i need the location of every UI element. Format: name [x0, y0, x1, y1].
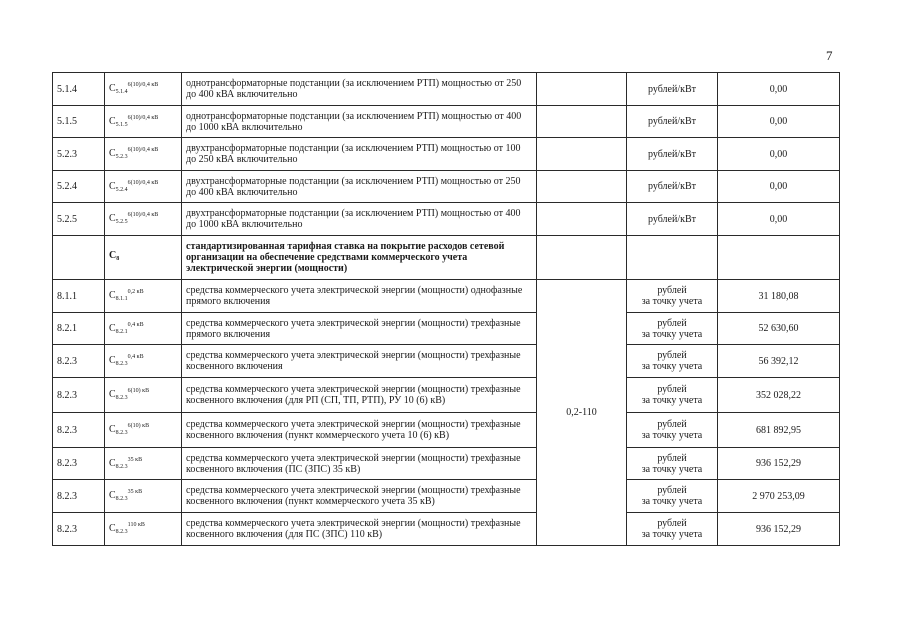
unit-cell: [627, 345, 718, 378]
code-subscript: 5.1.5: [115, 121, 128, 128]
code-subscript: 8.2.3: [115, 430, 128, 436]
row-description: средства коммерческого учета электрической энергии (мощности) трехфазные косвенного включения (пункт коммерческого учета 35 кВ): [182, 480, 537, 513]
row-description: однотрансформаторные подстанции (за исключением РТП) мощностью от 400 до 1000 кВА включительно: [182, 106, 537, 138]
unit-cell: [627, 236, 718, 280]
unit-line: за точку учета: [641, 529, 703, 540]
tariff-code: [105, 513, 182, 546]
row-description: двухтрансформаторные подстанции (за исключением РТП) мощностью от 100 до 250 кВА включительно: [182, 138, 537, 171]
code-superscript: 6(10) кВ: [127, 423, 150, 429]
rate-value: 0,00: [718, 171, 840, 203]
tariff-code: [105, 378, 182, 413]
voltage-cell: [537, 236, 627, 280]
tariff-code: [105, 171, 182, 203]
unit-line: рублей: [657, 452, 687, 464]
section-description: стандартизированная тарифная ставка на покрытие расходов сетевой организации на обеспечение средствами коммерческого учета электрической энергии (мощности): [182, 236, 537, 280]
unit-cell: рублей/кВт: [627, 203, 718, 236]
code-superscript: 35 кВ: [127, 489, 143, 495]
table-row: [53, 106, 840, 138]
unit-cell: рублей/кВт: [627, 106, 718, 138]
code-subscript: 8.2.3: [115, 463, 128, 470]
code-superscript: 0,4 кВ: [127, 354, 144, 360]
table-row: [53, 73, 840, 106]
table-row: [53, 280, 840, 313]
code-subscript: 8.1.1: [115, 296, 128, 302]
unit-line: рублей: [657, 419, 687, 430]
rate-value: 681 892,95: [718, 413, 840, 448]
code-main: C: [109, 322, 116, 334]
rate-value: 0,00: [718, 106, 840, 138]
table-row: [53, 413, 840, 448]
rate-value: 0,00: [718, 138, 840, 171]
rate-value: 936 152,29: [718, 448, 840, 480]
row-description: двухтрансформаторные подстанции (за исключением РТП) мощностью от 250 до 400 кВА включительно: [182, 171, 537, 203]
row-description: средства коммерческого учета электрической энергии (мощности) трехфазные прямого включения: [182, 313, 537, 345]
code-main: C: [109, 457, 116, 469]
code-main: C: [109, 180, 116, 192]
code-superscript: 0,2 кВ: [127, 289, 144, 295]
rate-value: 31 180,08: [718, 280, 840, 313]
row-description: средства коммерческого учета электрической энергии (мощности) трехфазные косвенного включения: [182, 345, 537, 378]
voltage-range: 0,2-110: [537, 280, 627, 546]
code-main: C: [109, 523, 116, 534]
code-superscript: 6(10)/0,4 кВ: [127, 82, 159, 88]
table-row: [53, 203, 840, 236]
row-description: средства коммерческого учета электрической энергии (мощности) трехфазные косвенного включения (для ПС (ЗПС) 110 кВ): [182, 513, 537, 546]
tariff-table: [52, 72, 840, 546]
unit-line: за точку учета: [641, 395, 703, 406]
row-number: 8.1.1: [53, 280, 105, 313]
unit-line: за точку учета: [641, 361, 703, 372]
row-number: 8.2.3: [53, 378, 105, 413]
row-number: 8.2.1: [53, 313, 105, 345]
row-number: 5.2.3: [53, 138, 105, 171]
tariff-code: [105, 138, 182, 171]
code-main: C: [109, 213, 116, 224]
tariff-code: [105, 413, 182, 448]
row-number: 5.2.4: [53, 171, 105, 203]
table-row: [53, 513, 840, 546]
tariff-code: [105, 73, 182, 106]
row-number: 8.2.3: [53, 345, 105, 378]
unit-line: за точку учета: [641, 496, 703, 507]
rate-value: [718, 236, 840, 280]
rate-value: 2 970 253,09: [718, 480, 840, 513]
page-number: 7: [826, 48, 833, 63]
rate-value: 52 630,60: [718, 313, 840, 345]
tariff-code: [105, 106, 182, 138]
unit-cell: [627, 378, 718, 413]
code-superscript: 6(10) кВ: [127, 388, 150, 394]
code-main: C: [109, 389, 116, 400]
unit-cell: [627, 280, 718, 313]
row-number: 8.2.3: [53, 413, 105, 448]
unit-cell: [627, 413, 718, 448]
row-description: средства коммерческого учета электрической энергии (мощности) трехфазные косвенного включения (пункт коммерческого учета 10 (6) кВ): [182, 413, 537, 448]
voltage-cell: [537, 203, 627, 236]
code-main: C: [109, 148, 116, 159]
unit-line: рублей: [657, 285, 687, 296]
row-description: средства коммерческого учета электрической энергии (мощности) трехфазные косвенного включения (ПС (ЗПС) 35 кВ): [182, 448, 537, 480]
unit-line: рублей: [657, 317, 687, 329]
row-description: двухтрансформаторные подстанции (за исключением РТП) мощностью от 400 до 1000 кВА включительно: [182, 203, 537, 236]
code-main: C: [109, 490, 116, 501]
row-number: [53, 236, 105, 280]
code-subscript: 5.2.3: [115, 154, 128, 160]
unit-line: за точку учета: [641, 296, 703, 307]
unit-cell: [627, 513, 718, 546]
rate-value: 0,00: [718, 73, 840, 106]
table-row: [53, 171, 840, 203]
row-number: 5.2.5: [53, 203, 105, 236]
rate-value: 56 392,12: [718, 345, 840, 378]
unit-cell: рублей/кВт: [627, 171, 718, 203]
code-superscript: 6(10)/0,4 кВ: [127, 179, 159, 186]
unit-line: рублей: [657, 384, 687, 395]
code-subscript: 8.2.3: [115, 529, 128, 535]
row-number: 8.2.3: [53, 480, 105, 513]
code-main: C: [109, 424, 116, 435]
tariff-code: [105, 480, 182, 513]
code-superscript: 110 кВ: [127, 522, 145, 528]
tariff-code: [105, 280, 182, 313]
voltage-cell: [537, 171, 627, 203]
unit-cell: рублей/кВт: [627, 73, 718, 106]
code-main: C: [109, 83, 116, 94]
unit-cell: [627, 480, 718, 513]
unit-line: рублей: [657, 518, 687, 529]
section-header-row: [53, 236, 840, 280]
code-subscript: 8: [116, 256, 120, 262]
code-subscript: 8.2.3: [115, 361, 128, 367]
table-row: [53, 480, 840, 513]
unit-cell: рублей/кВт: [627, 138, 718, 171]
row-number: 8.2.3: [53, 448, 105, 480]
unit-line: рублей: [657, 485, 687, 496]
rate-value: 352 028,22: [718, 378, 840, 413]
code-superscript: 6(10)/0,4 кВ: [127, 114, 159, 121]
code-main: C: [109, 355, 116, 366]
tariff-code: [105, 345, 182, 378]
code-subscript: 5.2.4: [115, 186, 128, 193]
unit-line: за точку учета: [641, 328, 703, 340]
code-superscript: 6(10)/0,4 кВ: [127, 212, 159, 218]
code-superscript: 6(10)/0,4 кВ: [127, 147, 159, 153]
row-description: средства коммерческого учета электрической энергии (мощности) однофазные прямого включения: [182, 280, 537, 313]
code-subscript: 5.2.5: [115, 219, 128, 225]
code-superscript: 35 кВ: [127, 456, 143, 463]
row-number: 5.1.5: [53, 106, 105, 138]
code-main: C: [109, 115, 116, 127]
tariff-code: [105, 203, 182, 236]
row-description: однотрансформаторные подстанции (за исключением РТП) мощностью от 250 до 400 кВА включительно: [182, 73, 537, 106]
rate-value: 0,00: [718, 203, 840, 236]
table-row: [53, 138, 840, 171]
table-row: [53, 448, 840, 480]
unit-line: рублей: [657, 350, 687, 361]
voltage-cell: [537, 138, 627, 171]
code-subscript: 8.2.3: [115, 395, 128, 401]
table-row: [53, 313, 840, 345]
unit-line: за точку учета: [641, 430, 703, 441]
tariff-code: [105, 313, 182, 345]
tariff-code: [105, 236, 182, 280]
row-description: средства коммерческого учета электрической энергии (мощности) трехфазные косвенного включения (для РП (СП, ТП, РТП), РУ 10 (6) кВ): [182, 378, 537, 413]
table-row: [53, 378, 840, 413]
tariff-code: [105, 448, 182, 480]
unit-cell: [627, 448, 718, 480]
code-main: C: [109, 250, 117, 261]
unit-line: за точку учета: [641, 463, 703, 475]
code-main: C: [109, 290, 116, 301]
row-number: 5.1.4: [53, 73, 105, 106]
table-row: [53, 345, 840, 378]
code-superscript: 0,4 кВ: [127, 321, 144, 328]
code-subscript: 8.2.1: [115, 328, 128, 335]
rate-value: 936 152,29: [718, 513, 840, 546]
code-subscript: 5.1.4: [115, 89, 128, 95]
code-subscript: 8.2.3: [115, 496, 128, 502]
voltage-cell: [537, 73, 627, 106]
voltage-cell: [537, 106, 627, 138]
unit-cell: [627, 313, 718, 345]
row-number: 8.2.3: [53, 513, 105, 546]
